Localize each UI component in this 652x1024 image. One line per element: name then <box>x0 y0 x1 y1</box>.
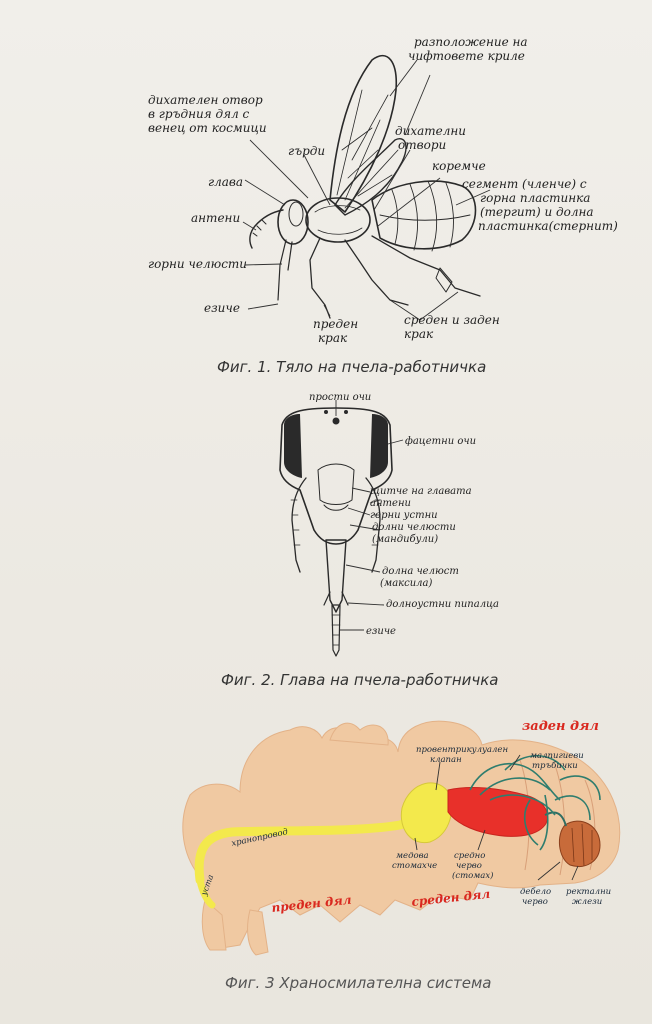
label-ocelli: прости очи <box>309 392 372 403</box>
bee-body-drawing <box>250 56 480 318</box>
label-valve-1: провентрикулуален <box>416 745 509 755</box>
label-antennae: антени <box>191 211 241 225</box>
label-esophagus: хранопровод <box>230 827 289 849</box>
label-foregut: преден дял <box>270 892 353 915</box>
label-midgut-3: (стомах) <box>452 871 494 881</box>
label-antennae-2: антени <box>370 498 411 509</box>
label-maxilla-a: долна челюст <box>382 566 459 577</box>
label-mid-hind-leg-2: крак <box>404 327 434 341</box>
label-tongue-2: езиче <box>366 626 396 637</box>
label-malpighian-2: тръбички <box>532 761 578 771</box>
fig2-labels <box>309 392 499 637</box>
fig2-caption: Фиг. 2. Глава на пчела-работничка <box>221 671 499 689</box>
label-valve-2: клапан <box>430 755 462 765</box>
label-crop-1: медова <box>396 851 429 861</box>
label-mandibles: горни челюсти <box>148 257 248 271</box>
label-labial-palps: долноустни пипалца <box>386 599 500 610</box>
label-segment-2: горна пластинка <box>480 191 591 205</box>
label-large-intestine-1: дебело <box>520 887 552 897</box>
label-compound-eyes: фацетни очи <box>405 436 477 447</box>
label-crop-2: стомахче <box>392 861 438 871</box>
label-rectal-glands-1: ректални <box>566 887 612 897</box>
label-thorax: гърди <box>288 144 326 158</box>
label-large-intestine-2: черво <box>522 897 548 907</box>
label-labrum: горни устни <box>370 510 438 521</box>
label-segment-3: (тергит) и долна <box>480 205 594 219</box>
label-spiracles-1: дихателни <box>395 124 467 138</box>
label-hindgut: заден дял <box>522 719 599 734</box>
label-wings-2: чифтовете криле <box>408 49 525 63</box>
rectum <box>559 821 600 866</box>
label-segment-4: пластинка(стернит) <box>478 219 618 233</box>
label-mandibles-2a: долни челюсти <box>372 522 456 533</box>
label-spiracle-thorax-3: венец от космици <box>148 121 267 135</box>
label-clypeus: щитче на главата <box>370 486 472 497</box>
label-front-leg-1: преден <box>313 317 359 331</box>
label-maxilla-b: (максила) <box>380 578 433 589</box>
label-mouth: уста <box>199 873 216 897</box>
label-segment-1: сегмент (членче) с <box>462 177 587 191</box>
label-spiracle-thorax-1: дихателен отвор <box>148 93 263 107</box>
fig1-leader-lines <box>243 60 490 320</box>
label-rectal-glands-2: жлези <box>572 897 603 907</box>
label-malpighian-1: малпигиеви <box>530 751 584 761</box>
label-petiole: коремче <box>432 159 486 173</box>
label-middle: среден дял <box>410 886 491 909</box>
fig1-caption: Фиг. 1. Тяло на пчела-работничка <box>217 358 487 376</box>
label-wings-1: разположение на <box>414 35 528 49</box>
label-mandibles-2b: (мандибули) <box>372 534 439 545</box>
fig3-caption: Фиг. 3 Храносмилателна система <box>225 974 492 992</box>
label-head: глава <box>208 175 243 189</box>
label-front-leg-2: крак <box>318 331 348 345</box>
label-tongue: езиче <box>204 301 240 315</box>
label-spiracle-thorax-2: в гръдния дял с <box>148 107 250 121</box>
label-spiracles-2: отвори <box>398 138 447 152</box>
label-midgut-1: средно <box>454 851 486 861</box>
label-midgut-2: черво <box>456 861 482 871</box>
fig1-labels <box>148 35 618 345</box>
label-mid-hind-leg-1: среден и заден <box>404 313 500 327</box>
